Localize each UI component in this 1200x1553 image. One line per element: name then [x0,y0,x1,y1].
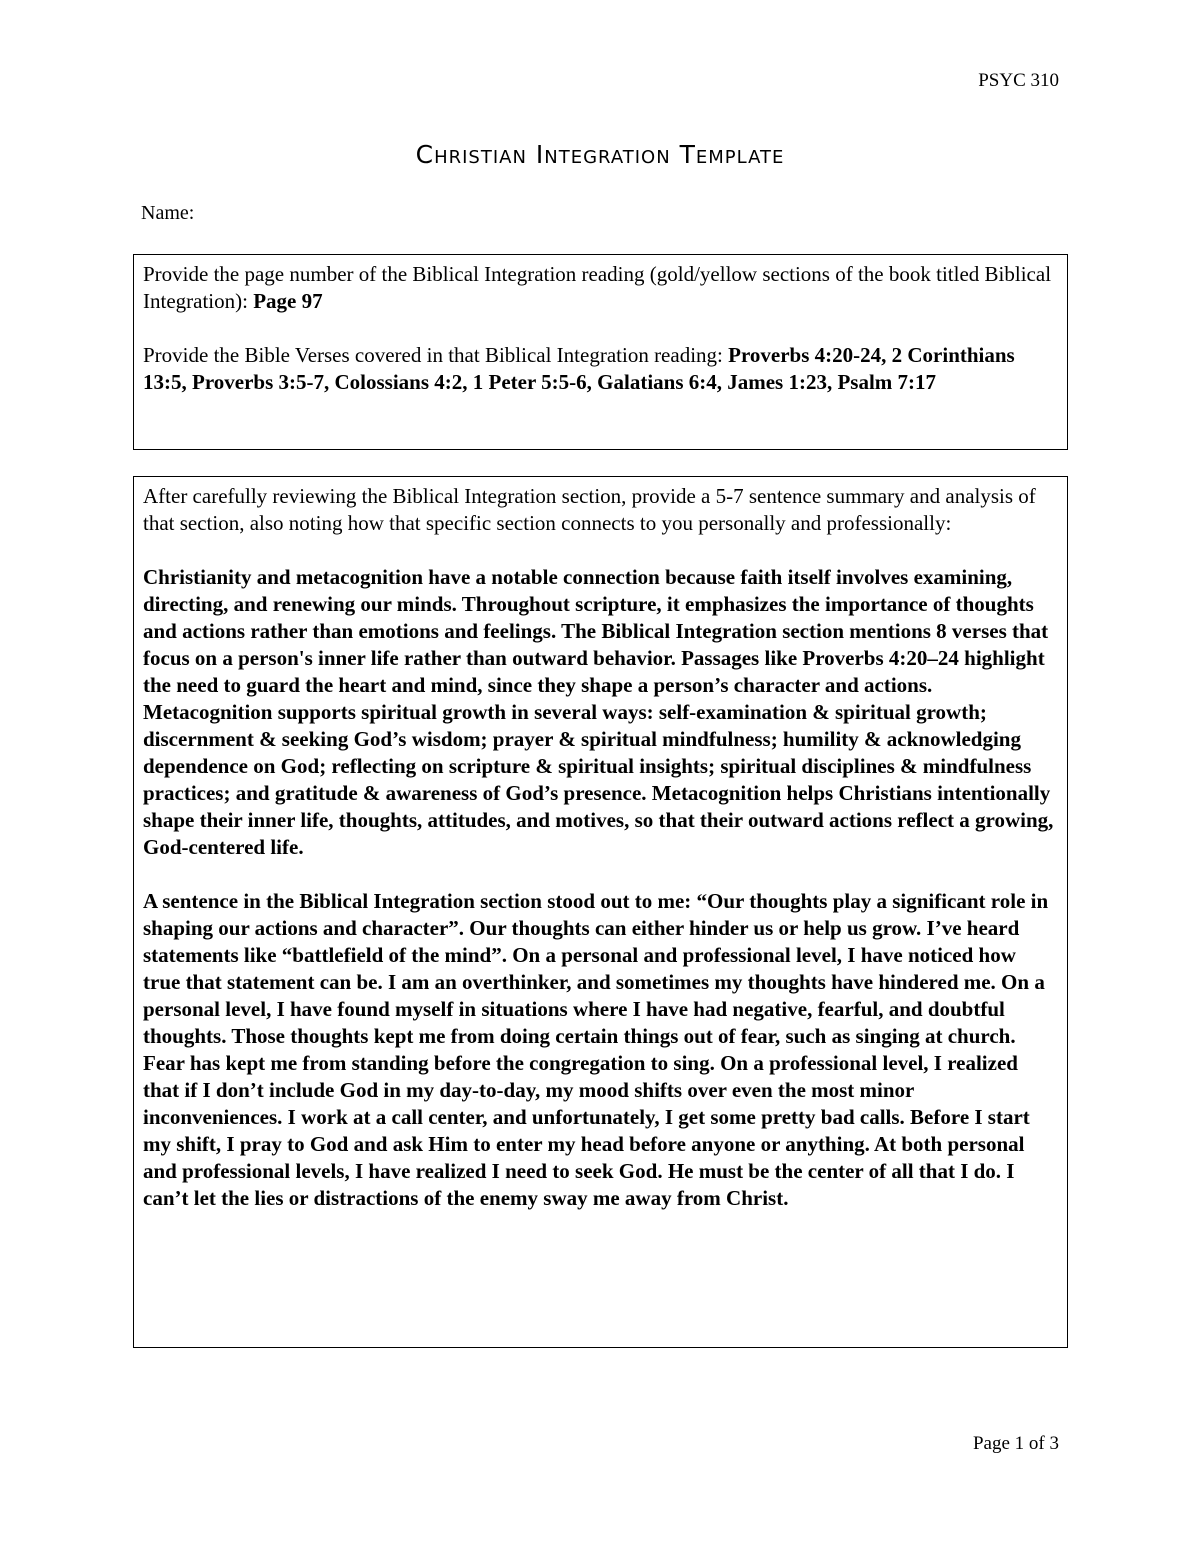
bible-verses-question [143,342,1058,396]
reading-info-box [133,254,1068,450]
summary-analysis-box [133,476,1068,1348]
page-number-answer: Page 97 [253,289,323,313]
bible-verses-prompt: Provide the Bible Verses covered in that Biblical Integration reading: [143,343,723,367]
course-code: PSYC 310 [978,70,1059,91]
page-indicator: Page 1 of 3 [972,1433,1059,1454]
summary-paragraph-2: A sentence in the Biblical Integration section stood out to me: “Our thoughts play a significant role in shaping our actions and character”. Our thoughts can either hinder us or help us grow. I’ve heard statements like “battlefield of the mind”. On a personal and professional level, I have noticed how true that statement can be. I am an overthinker, and sometimes my thoughts have hindered me. On a personal level, I have found myself in situations where I have had negative, fearful, and doubtful thoughts. Those thoughts kept me from doing certain things out of fear, such as singing at church. Fear has kept me from standing before the congregation to sing. On a professional level, I realized that if I don’t include God in my day-to-day, my mood shifts over even the most minor inconveniences. I work at a call center, and unfortunately, I get some pretty bad calls. Before I start my shift, I pray to God and ask Him to enter my head before anyone or anything. At both personal and professional levels, I have realized I need to seek God. He must be the center of all that I do. I can’t let the lies or distractions of the enemy sway me away from Christ. [143,889,1049,1210]
document-title: Christian Integration Template [415,140,785,169]
page-number-question [143,261,1058,315]
bible-verses-answer: Proverbs 4:20-24, 2 Corinthians 13:5, Proverbs 3:5-7, Colossians 4:2, 1 Peter 5:5-6, Galatians 6:4, James 1:23, Psalm 7:17 [143,343,1015,394]
page-number-prompt: Provide the page number of the Biblical Integration reading (gold/yellow sections of the book titled Biblical Integration): [143,262,1052,313]
summary-paragraph-1: Christianity and metacognition have a notable connection because faith itself involves examining, directing, and renewing our minds. Throughout scripture, it emphasizes the importance of thoughts and actions rather than emotions and feelings. The Biblical Integration section mentions 8 verses that focus on a person's inner life rather than outward behavior. Passages like Proverbs 4:20–24 highlight the need to guard the heart and mind, since they shape a person’s character and actions. Metacognition supports spiritual growth in several ways: self-examination & spiritual growth; discernment & seeking God’s wisdom; prayer & spiritual mindfulness; humility & acknowledging dependence on God; reflecting on scripture & spiritual insights; spiritual disciplines & mindfulness practices; and gratitude & awareness of God’s presence. Metacognition helps Christians intentionally shape their inner life, thoughts, attitudes, and motives, so that their outward actions reflect a growing, God-centered life. [143,565,1054,859]
summary-prompt: After carefully reviewing the Biblical Integration section, provide a 5-7 sentence summary and analysis of that section, also noting how that specific section connects to you personally and professionally: [143,484,1036,535]
name-label: Name: [141,202,195,224]
